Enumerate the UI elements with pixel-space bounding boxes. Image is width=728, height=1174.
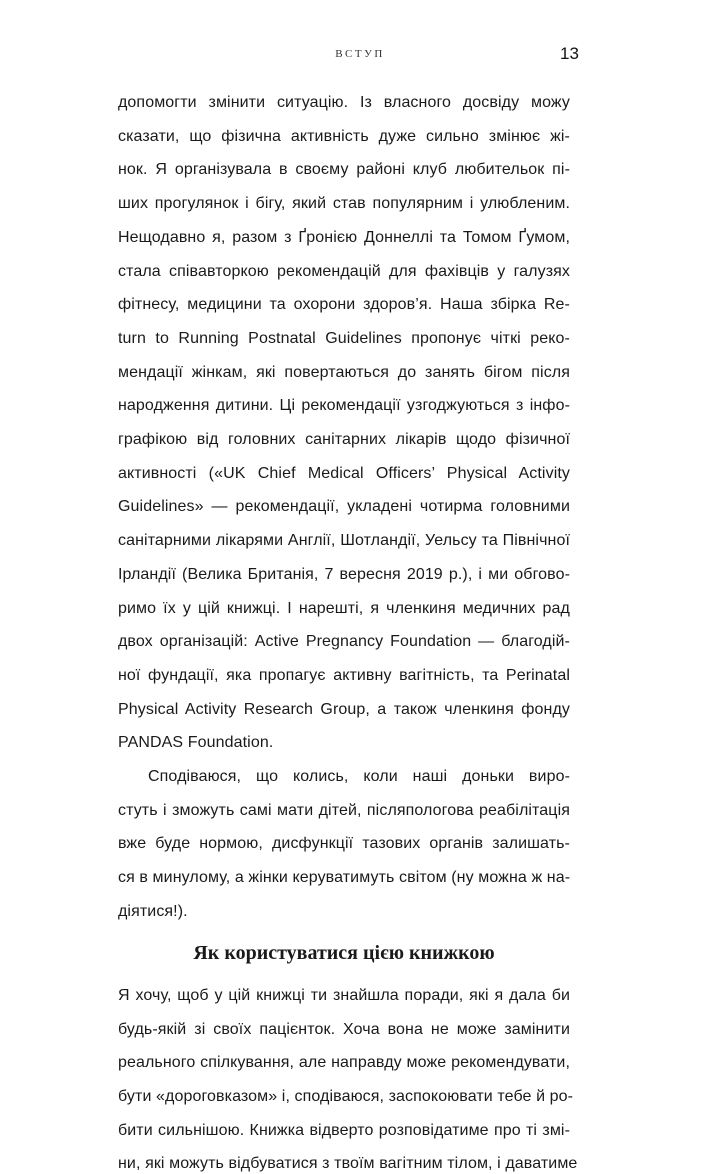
text-line: ної фундації, яка пропагує активну вагітність, та Perinatal [118,667,570,684]
text-line: turn to Running Postnatal Guidelines пропонує чіткі реко- [118,330,570,347]
text-line: Я хочу, щоб у цій книжці ти знайшла поради, які я дала би [118,987,570,1004]
text-line: санітарними лікарями Англії, Шотландії, Уельсу та Північної [118,532,570,549]
text-line: вже буде нормою, дисфункції тазових органів залишать- [118,835,570,852]
text-line: допомогти змінити ситуацію. Із власного досвіду можу [118,94,570,111]
section-heading: Як користуватися цією книжкою [193,942,495,964]
text-line: народження дитини. Ці рекомендації узгоджуються з інфо- [118,397,570,414]
text-line: графікою від головних санітарних лікарів щодо фізичної [118,431,570,448]
text-line: сказати, що фізична активність дуже сильно змінює жі- [118,128,570,145]
text-line: римо їх у цій книжці. І нарешті, я членкиня медичних рад [118,600,570,617]
text-line: Physical Activity Research Group, а також членкиня фонду [118,701,570,718]
text-line: ших прогулянок і бігу, який став популярним і улюбленим. [118,195,570,212]
text-line: стуть і зможуть самі мати дітей, післяпологова реабілітація [118,802,570,819]
running-head: ВСТУП [335,48,385,60]
text-line: двох організацій: Active Pregnancy Foundation — благодій- [118,633,570,650]
text-line: ся в минулому, а жінки керуватимуть світом (ну можна ж на- [118,869,571,886]
text-line: Ірландії (Велика Британія, 7 вересня 2019 р.), і ми обгово- [118,566,570,583]
text-line: фітнесу, медицини та охорони здоров’я. Наша збірка Re- [118,296,570,313]
text-line: Сподіваюся, що колись, коли наші доньки виро- [148,768,570,785]
text-line: діятися!). [118,903,188,920]
text-line: стала співавторкою рекомендацій для фахівців у галузях [118,263,570,280]
text-line: ни, які можуть відбуватися з твоїм вагітним тілом, і даватиме [118,1155,578,1172]
text-line: бути «дороговказом» і, сподіваюся, заспокоювати тебе й ро- [118,1088,574,1105]
text-line: активності («UK Chief Medical Officers’ Physical Activity [118,465,570,482]
text-line: Guidelines» — рекомендації, укладені чотирма головними [118,498,570,515]
text-line: реального спілкування, але направду може рекомендувати, [118,1054,570,1071]
text-line: нок. Я організувала в своєму районі клуб любительок пі- [118,161,570,178]
page-number: 13 [560,44,579,63]
text-line: будь-якій зі своїх пацієнток. Хоча вона не може замінити [118,1021,570,1038]
text-line: бити сильнішою. Книжка відверто розповідатиме про ті змі- [118,1122,570,1139]
text-line: Нещодавно я, разом з Ґронією Доннеллі та Томом Ґумом, [118,229,570,246]
text-line: мендації жінкам, які повертаються до занять бігом після [118,364,570,381]
text-line: PANDAS Foundation. [118,734,274,751]
